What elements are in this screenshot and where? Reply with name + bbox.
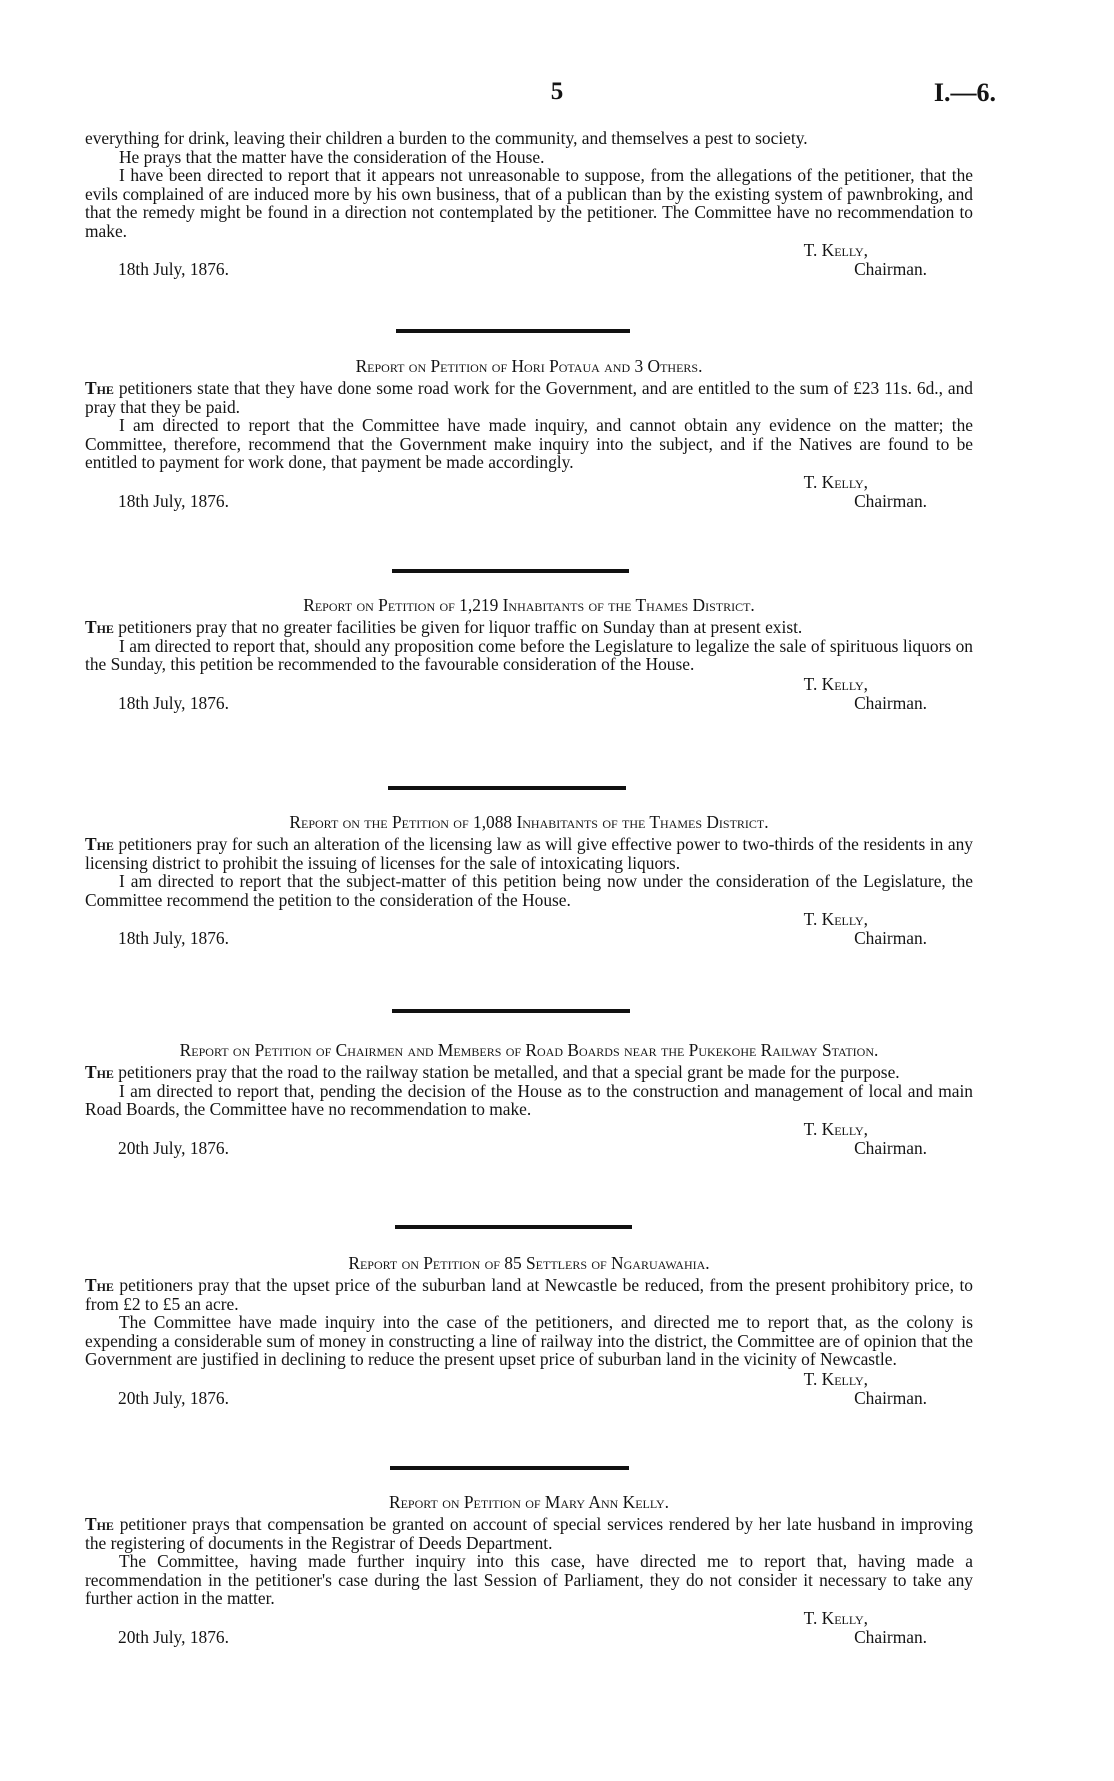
paragraph: I am directed to report that the subject-matter of this petition being now under the consideration of the Legislature, the Committee recommend the petition to the consideration of the House.: [85, 871, 973, 910]
section-divider: [395, 1225, 632, 1229]
report-date: 20th July, 1876.: [118, 1137, 229, 1158]
paragraph: I am directed to report that, pending the decision of the House as to the construction and management of local and main Road Boards, the Committee have no recommendation to make.: [85, 1080, 973, 1119]
signature-name: T. Kelly,: [803, 909, 868, 929]
lead-word: The: [85, 378, 114, 398]
signature-block: [85, 241, 973, 282]
paragraph-text: petitioners pray that the road to the railway station be metalled, and that a special grant be made for the purpose.: [118, 1062, 900, 1082]
signature-block: [85, 1609, 973, 1650]
report-date: 20th July, 1876.: [118, 1626, 229, 1647]
paragraph: I am directed to report that, should any proposition come before the Legislature to legalize the sale of spirituous liquors on the Sunday, this petition be recommended to the favourable consideration of the House.: [85, 635, 973, 674]
report-title: Report on the Petition of 1,088 Inhabitants of the Thames District.: [289, 812, 769, 832]
paragraph: [85, 1515, 973, 1552]
report-continuation: [85, 129, 973, 282]
signature-block: [85, 675, 973, 716]
signature-role: Chairman.: [854, 928, 927, 948]
report-date: 18th July, 1876.: [118, 928, 229, 948]
signature-role: Chairman.: [854, 692, 927, 713]
paragraph: everything for drink, leaving their children a burden to the community, and themselves a pest to society.: [85, 128, 808, 148]
section-divider: [392, 569, 629, 573]
report-title: Report on Petition of 85 Settlers of Ngaruawahia.: [348, 1253, 710, 1273]
signature-block: [85, 910, 973, 951]
report-section: [85, 1493, 973, 1650]
lead-word: The: [85, 1514, 114, 1534]
paragraph: [85, 1276, 973, 1313]
signature-role: Chairman.: [854, 1626, 927, 1647]
signature-role: Chairman.: [854, 1137, 927, 1158]
report-date: 20th July, 1876.: [118, 1387, 229, 1408]
paragraph: [85, 379, 973, 416]
section-divider: [390, 1466, 629, 1470]
report-title: Report on Petition of 1,219 Inhabitants of the Thames District.: [303, 595, 755, 615]
report-title: Report on Petition of Mary Ann Kelly.: [388, 1492, 670, 1512]
page-header: [0, 78, 1114, 108]
report-date: 18th July, 1876.: [118, 692, 229, 713]
lead-word: The: [85, 1275, 114, 1295]
report-title: Report on Petition of Chairmen and Members of Road Boards near the Pukekohe Railway Station.: [179, 1040, 879, 1060]
paragraph-text: petitioners pray that the upset price of the suburban land at Newcastle be reduced, from the present prohibitory price, to from £2 to £5 an acre.: [85, 1275, 973, 1314]
report-section: [85, 596, 973, 716]
paragraph: I am directed to report that the Committee have made inquiry, and cannot obtain any evidence on the matter; the Committee, therefore, recommend that the Government make inquiry into the subject, and if the Natives are found to be entitled to payment for work done, that payment be made accordingly.: [85, 415, 973, 472]
lead-word: The: [85, 834, 114, 854]
paragraph: I have been directed to report that it appears not unreasonable to suppose, from the allegations of the petitioner, that the evils complained of are induced more by his own business, that of a publican than by the existing system of pawnbroking, and that the remedy might be found in a direction not contemplated by the petitioner. The Committee have no recommendation to make.: [85, 165, 973, 241]
report-date: 18th July, 1876.: [118, 259, 229, 279]
section-divider: [392, 1009, 630, 1013]
signature-role: Chairman.: [854, 490, 927, 511]
signature-role: Chairman.: [854, 259, 927, 279]
signature-name: T. Kelly,: [803, 673, 868, 694]
paragraph: [85, 1063, 973, 1082]
report-section: [85, 357, 973, 514]
paragraph-text: petitioner prays that compensation be granted on account of special services rendered by her late husband in improving the registering of documents in the Registrar of Deeds Department.: [85, 1514, 973, 1553]
report-date: 18th July, 1876.: [118, 490, 229, 511]
paragraph-text: petitioners pray for such an alteration of the licensing law as will give effective power to two-thirds of the residents in any licensing district to prohibit the issuing of licenses for the sale of intoxicating liquors.: [85, 834, 973, 873]
paragraph: [85, 618, 973, 637]
page-reference: I.—6.: [933, 78, 996, 107]
paragraph-text: petitioners pray that no greater facilities be given for liquor traffic on Sunday than at present exist.: [118, 617, 803, 637]
signature-name: T. Kelly,: [803, 471, 868, 492]
report-title: Report on Petition of Hori Potaua and 3 Others.: [355, 356, 703, 376]
signature-block: [85, 473, 973, 514]
signature-role: Chairman.: [854, 1387, 927, 1408]
lead-word: The: [85, 617, 114, 637]
section-divider: [388, 786, 626, 790]
signature-block: [85, 1370, 973, 1411]
report-section: [85, 1254, 973, 1411]
signature-name: T. Kelly,: [803, 1607, 868, 1628]
paragraph: He prays that the matter have the consideration of the House.: [119, 146, 545, 167]
paragraph-text: petitioners state that they have done some road work for the Government, and are entitled to the sum of £23 11s. 6d., and pray that they be paid.: [85, 378, 973, 417]
signature-name: T. Kelly,: [803, 240, 868, 260]
paragraph: The Committee, having made further inquiry into this case, have directed me to report that, having made a recommendation in the petitioner's case during the last Session of Parliament, they do not consider it necessary to take any further action in the matter.: [85, 1551, 973, 1608]
paragraph: The Committee have made inquiry into the case of the petitioners, and directed me to report that, as the colony is expending a considerable sum of money in constructing a line of railway into the district, the Committee are of opinion that the Government are justified in declining to reduce the present upset price of suburban land in the vicinity of Newcastle.: [85, 1312, 973, 1369]
section-divider: [396, 329, 630, 333]
paragraph: [85, 835, 973, 872]
signature-name: T. Kelly,: [803, 1118, 868, 1139]
report-section: [85, 813, 973, 951]
signature-name: T. Kelly,: [803, 1368, 868, 1389]
page-number: 5: [550, 78, 564, 105]
lead-word: The: [85, 1062, 114, 1082]
report-section: [85, 1041, 973, 1161]
signature-block: [85, 1120, 973, 1161]
